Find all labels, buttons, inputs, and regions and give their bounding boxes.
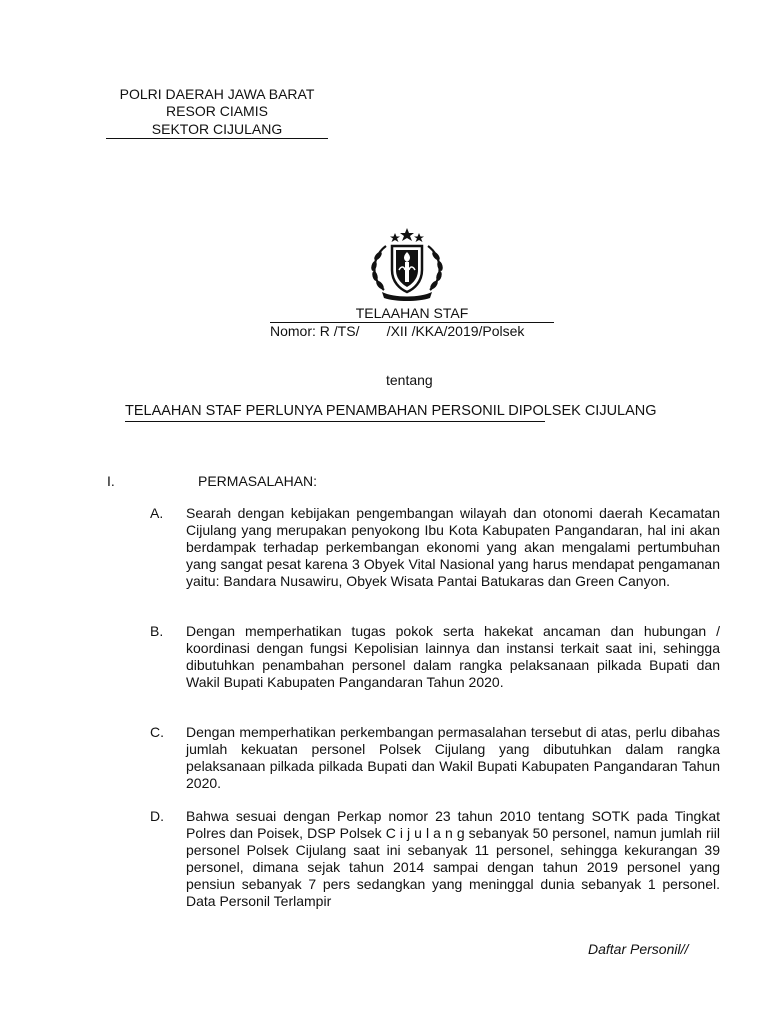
document-number: Nomor: R /TS/ /XII /KKA/2019/Polsek [270, 323, 525, 339]
item-text: Searah dengan kebijakan pengembangan wilayah dan otonomi daerah Kecamatan Cijulang yang merupakan penyokong Ibu Kota Kabupaten Pangandaran, hal ini akan berdampak terhadap perkembangan ekonomi yang akan mengalami pertumbuhan yang sangat pesat karena 3 Obyek Vital Nasional yang harus mendapat pengamanan yaitu: Bandara Nusawiru, Obyek Wisata Pantai Batukaras dan Green Canyon. [186, 505, 720, 589]
letterhead-line-3: SEKTOR CIJULANG [106, 121, 328, 139]
item-letter: C. [150, 724, 164, 740]
police-emblem-icon [364, 226, 450, 302]
item-c [150, 724, 720, 792]
subject-underline [125, 421, 545, 422]
section-number: I. [107, 473, 115, 489]
item-text: Dengan memperhatikan perkembangan permasalahan tersebut di atas, perlu dibahas jumlah kekuatan personel Polsek Cijulang yang dibutuhkan dalam rangka pelaksanaan pilkada pilkada Bupati dan Wakil Bupati Kabupaten Pangandaran Tahun 2020. [186, 724, 720, 791]
document-subject: TELAAHAN STAF PERLUNYA PENAMBAHAN PERSONIL DIPOLSEK CIJULANG [125, 403, 657, 419]
item-letter: D. [150, 808, 164, 824]
item-text: Bahwa sesuai dengan Perkap nomor 23 tahun 2010 tentang SOTK pada Tingkat Polres dan Poisek, DSP Polsek C i j u l a n g sebanyak 50 personel, namun jumlah riil personel Polsek Cijulang saat ini sebanyak 11 personel, sehingga kekurangan 39 personel, dimana sejak tahun 2014 sampai dengan tahun 2019 personel yang pensiun sebanyak 7 pers sedangkan yang meninggal dunia sebanyak 1 personel. Data Personil Terlampir [186, 808, 720, 909]
item-b [150, 623, 720, 691]
document-title: TELAAHAN STAF [270, 305, 554, 323]
section-title: PERMASALAHAN: [198, 473, 318, 489]
item-a [150, 505, 720, 590]
letterhead-line-2: RESOR CIAMIS [166, 103, 268, 119]
item-letter: A. [150, 505, 164, 521]
title-block [270, 305, 554, 340]
item-letter: B. [150, 623, 164, 639]
tentang-label: tentang [386, 372, 433, 388]
letterhead [106, 86, 328, 139]
next-page-reference: Daftar Personil// [588, 941, 689, 957]
letterhead-line-1: POLRI DAERAH JAWA BARAT [119, 86, 315, 102]
item-d [150, 808, 720, 910]
item-text: Dengan memperhatikan tugas pokok serta hakekat ancaman dan hubungan / koordinasi dengan fungsi Kepolisian lainnya dan instansi terkait saat ini, sehingga dibutuhkan penambahan personel dalam rangka pelaksanaan pilkada Bupati dan Wakil Bupati Kabupaten Pangandaran Tahun 2020. [186, 623, 720, 690]
